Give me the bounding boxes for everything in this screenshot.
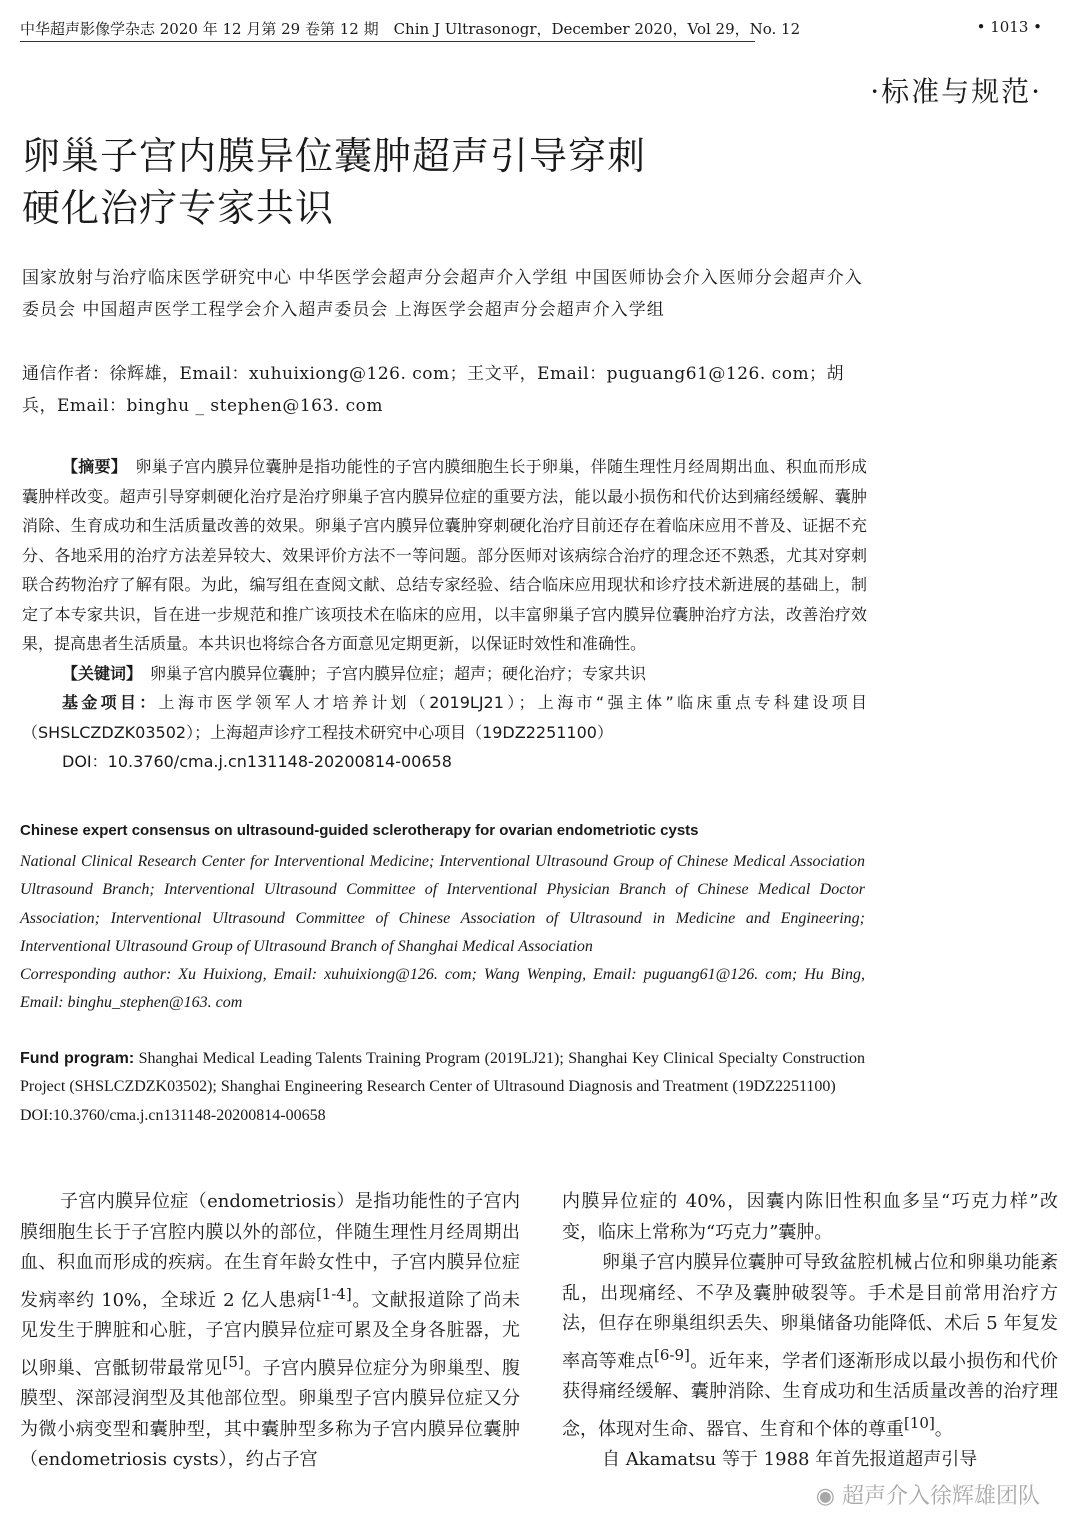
watermark	[816, 1479, 1040, 1510]
keywords-label: 【关键词】	[62, 663, 135, 683]
wechat-icon: ◉	[815, 1484, 835, 1509]
chinese-abstract	[22, 452, 867, 777]
body-text: 。	[934, 1418, 953, 1440]
body-text: 。近年来，学者们逐渐形成以最小损伤和代价获得痛经缓解、囊肿消除、生育成功和生活质量改善的治疗理念，体现对生命、器官、生育和个体的尊重	[562, 1350, 1059, 1440]
english-fund-text: Shanghai Medical Leading Talents Training Program (2019LJ21); Shanghai Key Clinical Specialty Construction Project (SHSLCZDZK03502); Shanghai Engineering Research Center of Ultrasound Diagnosis and Treatment (19DZ2251100)	[20, 1050, 865, 1096]
title-line-2: 硬化治疗专家共识	[22, 186, 335, 230]
body-column-right	[562, 1187, 1058, 1476]
keywords-text: 卵巢子宫内膜异位囊肿；子宫内膜异位症；超声；硬化治疗；专家共识	[150, 663, 647, 683]
fund-label: 基金项目：	[62, 693, 159, 712]
author-organizations: 国家放射与治疗临床医学研究中心 中华医学会超声分会超声介入学组 中国医师协会介入医师分会超声介入委员会 中国超声医学工程学会介入超声委员会 上海医学会超声分会超声介入学组	[22, 268, 863, 320]
body-column-left	[20, 1187, 520, 1476]
english-corresponding: Corresponding author: Xu Huixiong, Email: xuhuixiong@126. com; Wang Wenping, Email: puguang61@126. com; Hu Bing, Email: binghu_stephen@163. com	[20, 966, 865, 1012]
body-paragraph: 自 Akamatsu 等于 1988 年首先报道超声引导	[602, 1449, 978, 1470]
keywords-paragraph	[22, 659, 867, 689]
body-paragraph	[20, 1187, 520, 1476]
citation: [5]	[222, 1352, 244, 1371]
doi-cn: DOI：10.3760/cma.j.cn131148-20200814-00658	[62, 752, 452, 771]
body-text: 。文献报道除了尚未见发生于脾脏和心脏，子宫内膜异位症可累及全身各脏器，尤以卵巢、宫骶韧带最常见	[20, 1289, 521, 1379]
fund-text: 上海市医学领军人才培养计划（2019LJ21）；上海市“强主体”临床重点专科建设项目（SHSLCZDZK03502）；上海超声诊疗工程技术研究中心项目（19DZ2251100）	[22, 693, 867, 742]
article-title	[22, 130, 646, 234]
page-number: • 1013 •	[976, 18, 1042, 36]
title-line-1: 卵巢子宫内膜异位囊肿超声引导穿刺	[22, 134, 647, 178]
body-text: 卵巢子宫内膜异位囊肿可导致盆腔机械占位和卵巢功能紊乱，出现痛经、不孕及囊肿破裂等。手术是目前常用治疗方法，但存在卵巢组织丢失、卵巢储备功能降低、术后 5 年复发率高等难点	[562, 1252, 1058, 1372]
doi-en: DOI:10.3760/cma.j.cn131148-20200814-00658	[20, 1106, 326, 1124]
body-text: 子宫内膜异位症（endometriosis）是指功能性的子宫内膜细胞生长于子宫腔内膜以外的部位，伴随生理性月经周期出血、积血而形成的疾病。在生育年龄女性中，子宫内膜异位症发病率约 10%，全球近 2 亿人患病	[20, 1191, 520, 1311]
english-fund	[20, 1045, 865, 1130]
journal-header: 中华超声影像学杂志 2020 年 12 月第 29 卷第 12 期 Chin J Ultrasonogr，December 2020，Vol 29，No. 12	[20, 18, 755, 42]
abstract-text: 卵巢子宫内膜异位囊肿是指功能性的子宫内膜细胞生长于卵巢，伴随生理性月经周期出血、积血而形成囊肿样改变。超声引导穿刺硬化治疗是治疗卵巢子宫内膜异位症的重要方法，能以最小损伤和代价达到痛经缓解、囊肿消除、生育成功和生活质量改善的效果。卵巢子宫内膜异位囊肿穿刺硬化治疗目前还存在着临床应用不普及、证据不充分、各地采用的治疗方法差异较大、效果评价方法不一等问题。部分医师对该病综合治疗的理念还不熟悉，尤其对穿刺联合药物治疗了解有限。为此，编写组在查阅文献、总结专家经验、结合临床应用现状和诊疗技术新进展的基础上，制定了本专家共识，旨在进一步规范和推广该项技术在临床的应用，以丰富卵巢子宫内膜异位囊肿治疗方法，改善治疗效果，提高患者生活质量。本共识也将综合各方面意见定期更新，以保证时效性和准确性。	[22, 457, 867, 653]
body-paragraph	[562, 1248, 1058, 1445]
english-title: Chinese expert consensus on ultrasound-guided sclerotherapy for ovarian endometriotic cysts	[20, 822, 699, 839]
section-tag: ·标准与规范·	[870, 75, 1042, 108]
english-fund-label: Fund program:	[20, 1050, 135, 1067]
abstract-label: 【摘要】	[62, 457, 120, 476]
fund-paragraph	[22, 688, 867, 747]
citation: [1-4]	[315, 1284, 352, 1303]
citation: [6-9]	[654, 1345, 690, 1364]
english-organizations: National Clinical Research Center for Interventional Medicine; Interventional Ultrasound Group of Chinese Medical Association Ultrasound Branch; Interventional Ultrasound Committee of Interventional Physician Branch of Chinese Medical Doctor Association; Interventional Ultrasound Committee of Chinese Association of Ultrasound in Medicine and Engineering; Interventional Ultrasound Group of Ultrasound Branch of Shanghai Medical Association	[20, 853, 865, 955]
english-fund-paragraph	[20, 1045, 865, 1102]
abstract-paragraph	[22, 452, 867, 659]
body-paragraph: 内膜异位症的 40%，因囊内陈旧性积血多呈“巧克力样”改变，临床上常称为“巧克力”囊肿。	[562, 1191, 1058, 1243]
watermark-text: 超声介入徐辉雄团队	[841, 1484, 1040, 1509]
citation: [10]	[904, 1413, 935, 1432]
english-affiliations	[20, 848, 865, 1018]
body-text: 。子宫内膜异位症分为卵巢型、腹膜型、深部浸润型及其他部位型。卵巢型子宫内膜异位症又分为微小病变型和囊肿型，其中囊肿型多称为子宫内膜异位囊肿（endometriosis cysts），约占子宫	[20, 1357, 520, 1470]
corresponding-authors: 通信作者：徐辉雄，Email：xuhuixiong@126. com；王文平，Email：puguang61@126. com；胡兵，Email：binghu _ stephen@163. com	[22, 364, 845, 416]
